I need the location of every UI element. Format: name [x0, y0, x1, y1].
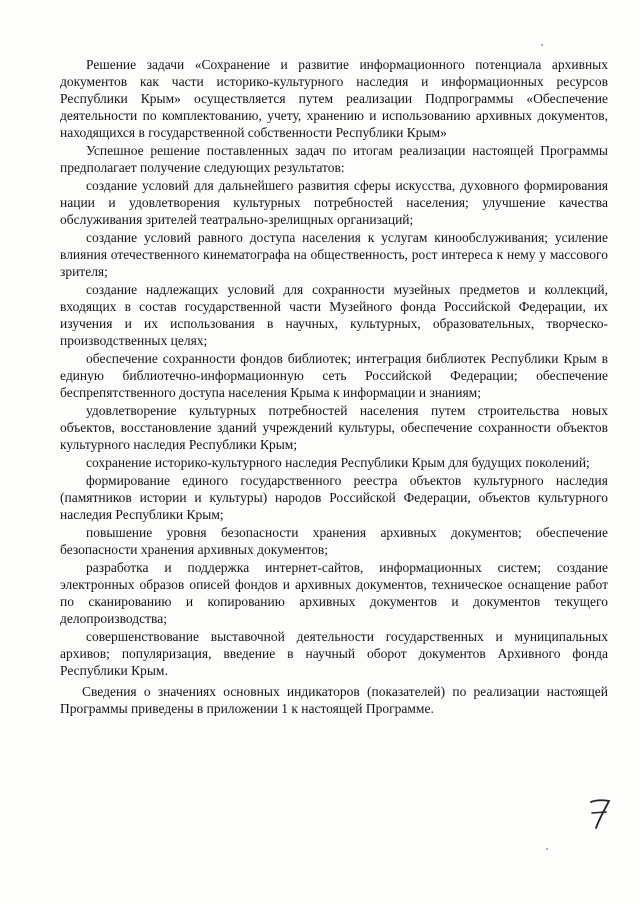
result-item-libraries: обеспечение сохранности фондов библиотек; интеграция библиотек Республики Крым в единую библиотечно-информационную сеть Российской Федерации; обеспечение беспрепятственного доступа населения Крыма к информации и знаниям; [60, 351, 608, 400]
result-item-websites: разработка и поддержка интернет-сайтов, информационных систем; создание электронных образов описей фондов и архивных документов, техническое оснащение работ по сканированию и копированию архивных документов и документов текущего делопроизводства; [60, 560, 608, 626]
paragraph-archive-task: Решение задачи «Сохранение и развитие информационного потенциала архивных документов как части историко-культурного наследия и информационных ресурсов Республики Крым» осуществляется путем реализации Подпрограммы «Обеспечение деятельности по комплектованию, учету, хранению и использованию архивных документов, находящихся в государственной собственности Республики Крым» [60, 57, 608, 140]
result-item-construction: удовлетворение культурных потребностей населения путем строительства новых объектов, восстановление зданий учреждений культуры, обеспечение сохранности объектов культурного наследия Республики Крым; [60, 403, 608, 452]
result-item-archive-security: повышение уровня безопасности хранения архивных документов; обеспечение безопасности хранения архивных документов; [60, 525, 608, 557]
result-item-exhibitions: совершенствование выставочной деятельности государственных и муниципальных архивов; популяризация, введение в научный оборот документов Архивного фонда Республики Крым. [60, 629, 608, 678]
handwritten-page-number [584, 796, 614, 832]
scan-speck [541, 44, 543, 46]
result-item-cinema: создание условий равного доступа населения к услугам кинообслуживания; усиление влияния отечественного кинематографа на общественность, рост интереса к нему у массового зрителя; [60, 230, 608, 279]
result-item-arts: создание условий для дальнейшего развития сферы искусства, духовного формирования нации и удовлетворения культурных потребностей населения; улучшение качества обслуживания зрителей театрально-зрелищных организаций; [60, 178, 608, 227]
result-item-registry: формирование единого государственного реестра объектов культурного наследия (памятников истории и культуры) народов Российской Федерации, объектов культурного наследия Республики Крым; [60, 473, 608, 522]
scan-speck [546, 848, 548, 850]
result-item-museums: создание надлежащих условий для сохранности музейных предметов и коллекций, входящих в состав государственной части Музейного фонда Российской Федерации, их изучения и их использования в научных, культурных, образовательных, творческо-производственных целях; [60, 282, 608, 348]
document-body [60, 56, 608, 718]
result-item-heritage: сохранение историко-культурного наследия Республики Крым для будущих поколений; [86, 455, 590, 470]
paragraph-expected-results: Успешное решение поставленных задач по итогам реализации настоящей Программы предполагает получение следующих результатов: [60, 143, 608, 175]
paragraph-closing: Сведения о значениях основных индикаторов (показателей) по реализации настоящей Программы приведены в приложении 1 к настоящей Программе. [60, 684, 608, 716]
